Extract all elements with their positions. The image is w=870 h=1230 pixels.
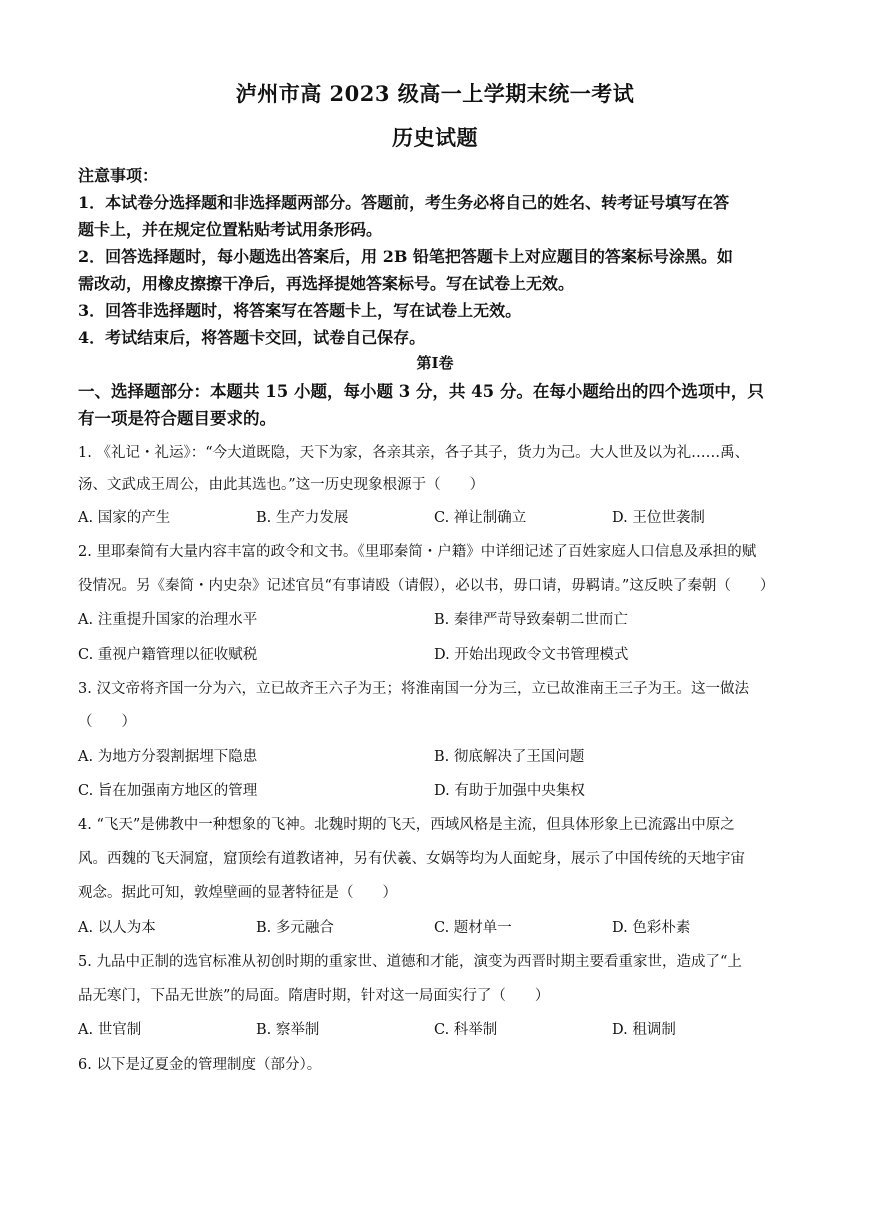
question-1-text: 1. 《礼记・礼运》：“今大道既隐，天下为家，各亲其亲，各子其子，货力为己。大人世及以为礼……禹、 [78,445,750,461]
question-4-option-a: A. 以人为本 [78,920,156,936]
question-5-option-b: B. 察举制 [256,1022,320,1038]
section-heading: 一、选择题部分：本题共 15 小题，每小题 3 分，共 45 分。在每小题给出的四个选项中，只 [78,382,764,401]
section-heading: 有一项是符合题目要求的。 [78,409,276,428]
question-3-option-c: C. 旨在加强南方地区的管理 [78,783,258,799]
notice-line: 题卡上，并在规定位置粘贴考试用条形码。 [78,220,383,239]
question-5-text: 5. 九品中正制的选官标准从初创时期的重家世、道德和才能，演变为西晋时期主要看重家世，造成了“上 [78,954,742,970]
question-2-text: 2. 里耶秦简有大量内容丰富的政令和文书。《里耶秦简・户籍》中详细记述了百姓家庭人口信息及承担的赋 [78,544,757,560]
question-2-option-a: A. 注重提升国家的治理水平 [78,612,258,628]
exam-subtitle: 历史试题 [392,125,478,150]
question-1-text: 汤、文武成王周公，由此其选也。”这一历史现象根源于（ ） [78,477,485,493]
question-4-text: 风。西魏的飞天洞窟，窟顶绘有道教诸神，另有伏羲、女娲等均为人面蛇身，展示了中国传统的天地宇宙 [78,851,745,867]
part-label: 第Ⅰ卷 [416,354,454,372]
question-3-text: 3. 汉文帝将齐国一分为六，立已故齐王六子为王；将淮南国一分为三，立已故淮南王三子为王。这一做法 [78,681,749,697]
question-1-option-d: D. 王位世袭制 [612,510,705,526]
notice-line: 4．考试结束后，将答题卡交回，试卷自己保存。 [78,328,426,347]
notice-heading: 注意事项： [78,166,159,185]
notice-line: 2．回答选择题时，每小题选出答案后，用 2B 铅笔把答题卡上对应题目的答案标号涂黑。如 [78,247,733,266]
question-2-text: 役情况。另《秦简・内史杂》记述官员“有事请殴（请假），必以书，毋口请，毋羁请。”这反映了秦朝（ ） [78,578,775,594]
question-4-text: 4. “飞天”是佛教中一种想象的飞神。北魏时期的飞天，西域风格是主流，但具体形象上已流露出中原之 [78,817,735,833]
question-4-option-c: C. 题材单一 [434,920,512,936]
question-1-option-a: A. 国家的产生 [78,510,171,526]
notice-line: 3．回答非选择题时，将答案写在答题卡上，写在试卷上无效。 [78,301,522,320]
question-4-text: 观念。据此可知，敦煌壁画的显著特征是（ ） [78,885,397,901]
question-1-option-b: B. 生产力发展 [256,510,349,526]
question-5-text: 品无寒门，下品无世族”的局面。隋唐时期，针对这一局面实行了（ ） [78,988,550,1004]
question-1-option-c: C. 禅让制确立 [434,510,527,526]
notice-line: 1．本试卷分选择题和非选择题两部分。答题前，考生务必将自己的姓名、转考证号填写在答 [78,193,730,212]
question-4-option-d: D. 色彩朴素 [612,920,691,936]
question-3-text: （ ） [78,714,136,730]
question-2-option-d: D. 开始出现政令文书管理模式 [434,647,629,663]
exam-title: 泸州市高 2023 级高一上学期末统一考试 [235,81,635,106]
question-3-option-d: D. 有助于加强中央集权 [434,783,585,799]
question-4-option-b: B. 多元融合 [256,920,334,936]
question-5-option-c: C. 科举制 [434,1022,498,1038]
question-2-option-b: B. 秦律严苛导致秦朝二世而亡 [434,612,628,628]
question-3-option-b: B. 彻底解决了王国问题 [434,749,585,765]
question-2-option-c: C. 重视户籍管理以征收赋税 [78,647,258,663]
question-5-option-a: A. 世官制 [78,1022,142,1038]
question-6-text: 6. 以下是辽夏金的管理制度（部分）。 [78,1057,322,1073]
question-5-option-d: D. 租调制 [612,1022,676,1038]
question-3-option-a: A. 为地方分裂割据埋下隐患 [78,749,258,765]
notice-line: 需改动，用橡皮擦擦干净后，再选择提她答案标号。写在试卷上无效。 [78,274,575,293]
